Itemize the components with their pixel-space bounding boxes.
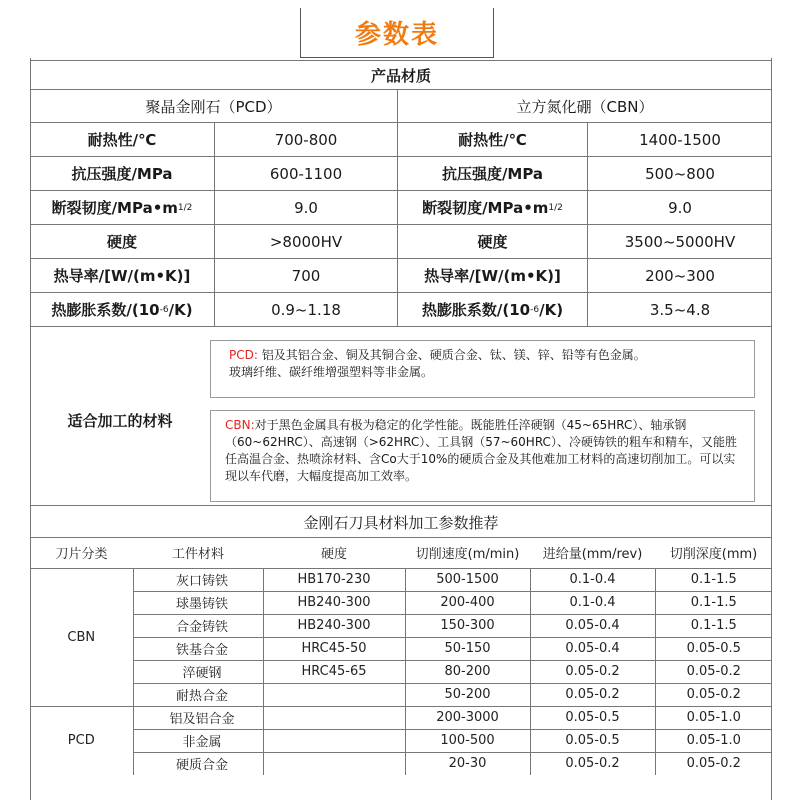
table-row [30,568,772,591]
property-row [30,123,772,157]
header-blade-type: 刀片分类 [55,547,108,563]
property-row [30,157,772,191]
depth-cell: 0.05-0.2 [655,752,772,775]
speed-cell: 50-150 [405,637,530,660]
pcd-property-label: 硬度 [30,225,215,258]
table-row [30,706,772,729]
property-row [30,293,772,327]
speed-cell: 50-200 [405,683,530,706]
pcd-property-value: 0.9~1.18 [215,293,398,326]
feed-cell: 0.05-0.4 [530,637,655,660]
cbn-property-label: 热导率/[W/(m•K)] [398,259,588,292]
cbn-property-value: 3.5~4.8 [649,300,711,319]
header-feed: 进给量(mm/rev) [542,547,643,563]
workpiece-cell: 铁基合金 [133,637,263,660]
speed-cell: 20-30 [405,752,530,775]
table-row [30,729,772,752]
cbn-property-label: 硬度 [398,225,588,258]
hardness-cell: HB170-230 [263,568,405,591]
pcd-property-value: >8000HV [215,225,398,258]
product-header: 产品材质 [370,66,431,85]
page-title: 参数表 [354,20,439,50]
cbn-text: 对于黑色金属具有极为稳定的化学性能。既能胜任淬硬钢（45~65HRC）、轴承钢（60~62HRC）、高速钢（>62HRC）、工具钢（57~60HRC）、冷硬铸铁的粗车和精车，又能胜任高温合金、热喷涂材料、含Co大于10%的硬质合金及其他难加工材料的高速切削加工。可以实现以车代磨，大幅度提高加工效率。 [225,418,737,483]
property-row [30,191,772,225]
pcd-property-label: 热膨胀系数/(10 -6 /K) [30,293,215,326]
params-header-row [30,538,772,568]
feed-cell: 0.05-0.2 [530,683,655,706]
depth-cell: 0.05-1.0 [655,729,772,752]
cbn-property-label: 断裂韧度/MPa•m 1/2 [398,191,588,224]
material-cbn: 立方氮化硼（CBN） [516,97,654,116]
workpiece-cell: 铝及铝合金 [133,706,263,729]
pcd-property-value: 700 [215,259,398,292]
depth-cell: 0.05-0.2 [655,683,772,706]
speed-cell: 100-500 [405,729,530,752]
pcd-tag: PCD: [229,348,258,362]
title-box [300,8,494,58]
cbn-property-value: 200~300 [645,266,715,285]
depth-cell: 0.05-0.5 [655,637,772,660]
depth-cell: 0.1-1.5 [655,568,772,591]
depth-cell: 0.05-1.0 [655,706,772,729]
speed-cell: 500-1500 [405,568,530,591]
pcd-property-label: 断裂韧度/MPa•m 1/2 [30,191,215,224]
pcd-property-value: 9.0 [215,191,398,224]
hardness-cell [263,729,405,752]
hardness-cell [263,683,405,706]
speed-cell: 200-3000 [405,706,530,729]
pcd-property-label: 热导率/[W/(m•K)] [30,259,215,292]
hardness-cell: HRC45-65 [263,660,405,683]
table-row [30,752,772,775]
cbn-property-value: 1400-1500 [639,130,721,149]
pcd-line2: 玻璃纤维、碳纤维增强塑料等非金属。 [229,365,434,379]
speed-cell: 80-200 [405,660,530,683]
suitable-label: 适合加工的材料 [67,411,173,430]
cbn-property-value: 3500~5000HV [624,232,736,251]
workpiece-cell: 硬质合金 [133,752,263,775]
material-properties-table [30,60,772,327]
speed-cell: 200-400 [405,591,530,614]
workpiece-cell: 淬硬钢 [133,660,263,683]
hardness-cell [263,706,405,729]
hardness-cell: HB240-300 [263,614,405,637]
hardness-cell [263,752,405,775]
blade-group-pcd: PCD [30,706,133,775]
depth-cell: 0.1-1.5 [655,614,772,637]
params-table [30,538,772,775]
header-workpiece: 工件材料 [171,547,224,563]
property-row [30,225,772,259]
suitable-materials-section [30,334,772,506]
header-depth: 切削深度(mm) [669,547,758,563]
pcd-line1: 铝及其铝合金、铜及其铜合金、硬质合金、钛、镁、锌、铅等有色金属。 [257,348,646,362]
material-pcd: 聚晶金刚石（PCD） [30,90,398,122]
table-row [30,637,772,660]
workpiece-cell: 灰口铸铁 [133,568,263,591]
table-row [30,660,772,683]
material-names-row [30,90,772,123]
property-row [30,259,772,293]
feed-cell: 0.05-0.5 [530,706,655,729]
feed-cell: 0.1-0.4 [530,591,655,614]
cbn-property-label: 热膨胀系数/(10 -6 /K) [398,293,588,326]
cbn-property-label: 抗压强度/MPa [398,157,588,190]
pcd-property-value: 700-800 [215,123,398,156]
table-row [30,591,772,614]
depth-cell: 0.1-1.5 [655,591,772,614]
speed-cell: 150-300 [405,614,530,637]
workpiece-cell: 合金铸铁 [133,614,263,637]
cbn-tag: CBN: [225,418,255,432]
workpiece-cell: 非金属 [133,729,263,752]
hardness-cell: HRC45-50 [263,637,405,660]
workpiece-cell: 球墨铸铁 [133,591,263,614]
cbn-property-value: 9.0 [668,198,692,217]
pcd-property-label: 耐热性/℃ [30,123,215,156]
cbn-property-value: 500~800 [645,164,715,183]
cbn-property-label: 耐热性/℃ [398,123,588,156]
pcd-suitable-box [210,340,755,398]
params-title: 金刚石刀具材料加工参数推荐 [30,508,772,538]
table-row [30,683,772,706]
feed-cell: 0.05-0.4 [530,614,655,637]
product-header-row [30,60,772,90]
pcd-property-label: 抗压强度/MPa [30,157,215,190]
header-hardness: 硬度 [320,547,347,563]
feed-cell: 0.1-0.4 [530,568,655,591]
depth-cell: 0.05-0.2 [655,660,772,683]
hardness-cell: HB240-300 [263,591,405,614]
workpiece-cell: 耐热合金 [133,683,263,706]
feed-cell: 0.05-0.5 [530,729,655,752]
table-row [30,614,772,637]
blade-group-cbn: CBN [30,568,133,706]
feed-cell: 0.05-0.2 [530,752,655,775]
pcd-property-value: 600-1100 [215,157,398,190]
header-speed: 切削速度(m/min) [415,547,520,563]
feed-cell: 0.05-0.2 [530,660,655,683]
cbn-suitable-box [210,410,755,502]
